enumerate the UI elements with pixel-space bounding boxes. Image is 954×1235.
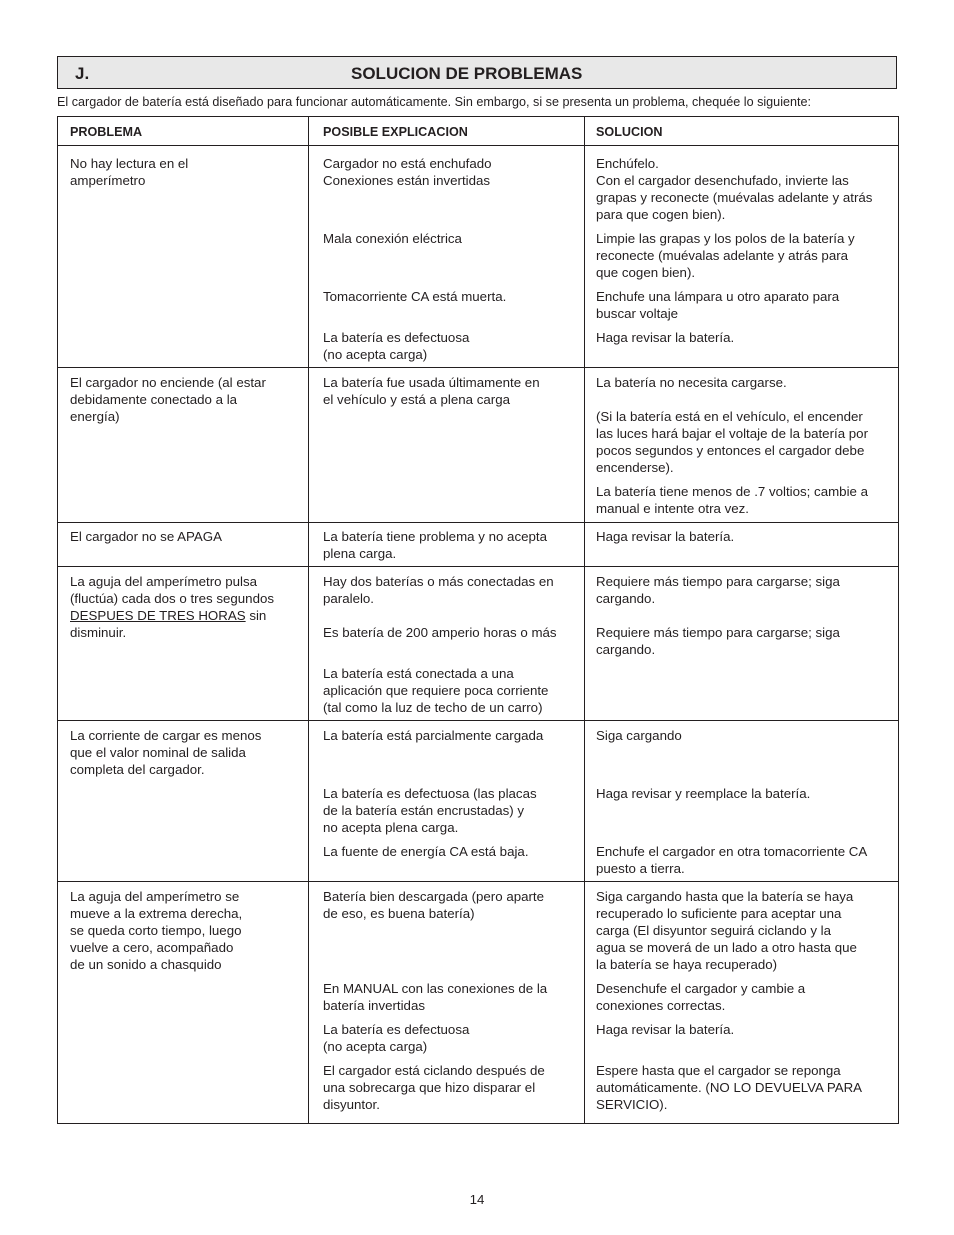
intro-text: El cargador de batería está diseñado para funcionar automáticamente. Sin embargo, si se presenta un problema, chequée lo siguiente: [57,95,811,109]
row-divider [58,145,898,146]
troubleshooting-table [57,116,899,1124]
explanation-cell: Tomacorriente CA está muerta. [323,289,507,304]
explanation-cell: La batería tiene problema y no acepta plena carga. [323,529,547,561]
row-divider [58,566,898,567]
solution-cell: Espere hasta que el cargador se reponga automáticamente. (NO LO DEVUELVA PARA SERVICIO). [596,1063,863,1112]
row-divider [58,367,898,368]
explanation-cell: La batería fue usada últimamente en el vehículo y está a plena carga [323,375,540,407]
problem-cell [70,573,308,641]
solution-cell: Haga revisar la batería. [596,529,735,544]
section-header [57,56,897,89]
column-divider [584,117,585,1123]
explanation-cell: Hay dos baterías o más conectadas en paralelo. [323,574,554,606]
solution-cell: Enchúfelo. Con el cargador desenchufado, invierte las grapas y reconecte (muévalas adelante y atrás para que cogen bien). [596,156,873,222]
explanation-cell: La batería es defectuosa (no acepta carga) [323,330,470,362]
explanation-cell: La batería es defectuosa (no acepta carga) [323,1022,470,1054]
explanation-cell: Batería bien descargada (pero aparte de eso, es buena batería) [323,889,545,921]
solution-cell: Requiere más tiempo para cargarse; siga cargando. [596,574,840,606]
problem-line: disminuir. [70,625,127,640]
section-letter: J. [75,64,90,83]
column-divider [308,117,309,1123]
column-header-problem: PROBLEMA [70,125,143,139]
row-divider [58,720,898,721]
solution-cell: Haga revisar y reemplace la batería. [596,786,811,801]
solution-cell: Siga cargando hasta que la batería se haya recuperado lo suficiente para aceptar una carga (El disyuntor seguirá ciclando y la agua se moverá de un lado a otro hasta que la batería se haya recuperado) [596,889,857,972]
column-header-solution: SOLUCION [596,125,663,139]
problem-cell: La aguja del amperímetro se mueve a la extrema derecha, se queda corto tiempo, luego vuelve a cero, acompañado de un sonido a chasquido [70,889,243,972]
problem-cell: El cargador no se APAGA [70,529,223,544]
problem-line: (fluctúa) cada dos o tres segundos [70,591,275,606]
solution-cell: Limpie las grapas y los polos de la batería y reconecte (muévalas adelante y atrás para que cogen bien). [596,231,855,280]
problem-cell: El cargador no enciende (al estar debidamente conectado a la energía) [70,375,266,424]
problem-line: sin [245,608,267,623]
solution-cell: La batería no necesita cargarse. [596,375,787,390]
explanation-cell: En MANUAL con las conexiones de la batería invertidas [323,981,548,1013]
row-divider [58,522,898,523]
explanation-cell: La batería es defectuosa (las placas de la batería están encrustadas) y no acepta plena carga. [323,786,537,835]
explanation-cell: Cargador no está enchufado Conexiones están invertidas [323,156,492,188]
solution-cell: La batería tiene menos de .7 voltios; cambie a manual e intente otra vez. [596,484,869,516]
row-divider [58,881,898,882]
problem-underlined-text: DESPUES DE TRES HORAS [70,608,246,623]
column-header-explanation: POSIBLE EXPLICACION [323,125,468,139]
solution-cell: Haga revisar la batería. [596,1022,735,1037]
solution-cell: Requiere más tiempo para cargarse; siga cargando. [596,625,840,657]
explanation-cell: Es batería de 200 amperio horas o más [323,625,557,640]
problem-line: La aguja del amperímetro pulsa [70,574,258,589]
explanation-cell: El cargador está ciclando después de una sobrecarga que hizo disparar el disyuntor. [323,1063,545,1112]
explanation-cell: La batería está conectada a una aplicación que requiere poca corriente (tal como la luz de techo de un carro) [323,666,549,715]
problem-cell: No hay lectura en el amperímetro [70,156,189,188]
explanation-cell: La fuente de energía CA está baja. [323,844,529,859]
solution-cell: Desenchufe el cargador y cambie a conexiones correctas. [596,981,806,1013]
solution-cell: Enchufe el cargador en otra tomacorriente CA puesto a tierra. [596,844,868,876]
solution-cell: (Si la batería está en el vehículo, el encender las luces hará bajar el voltaje de la batería por pocos segundos y entonces el cargador debe encenderse). [596,409,869,475]
explanation-cell: Mala conexión eléctrica [323,231,462,246]
solution-cell: Enchufe una lámpara u otro aparato para buscar voltaje [596,289,840,321]
solution-cell: Haga revisar la batería. [596,330,735,345]
explanation-cell: La batería está parcialmente cargada [323,728,544,743]
solution-cell: Siga cargando [596,728,682,743]
section-title: SOLUCION DE PROBLEMAS [351,64,583,83]
problem-cell: La corriente de cargar es menos que el valor nominal de salida completa del cargador. [70,728,262,777]
page-number: 14 [469,1192,485,1207]
